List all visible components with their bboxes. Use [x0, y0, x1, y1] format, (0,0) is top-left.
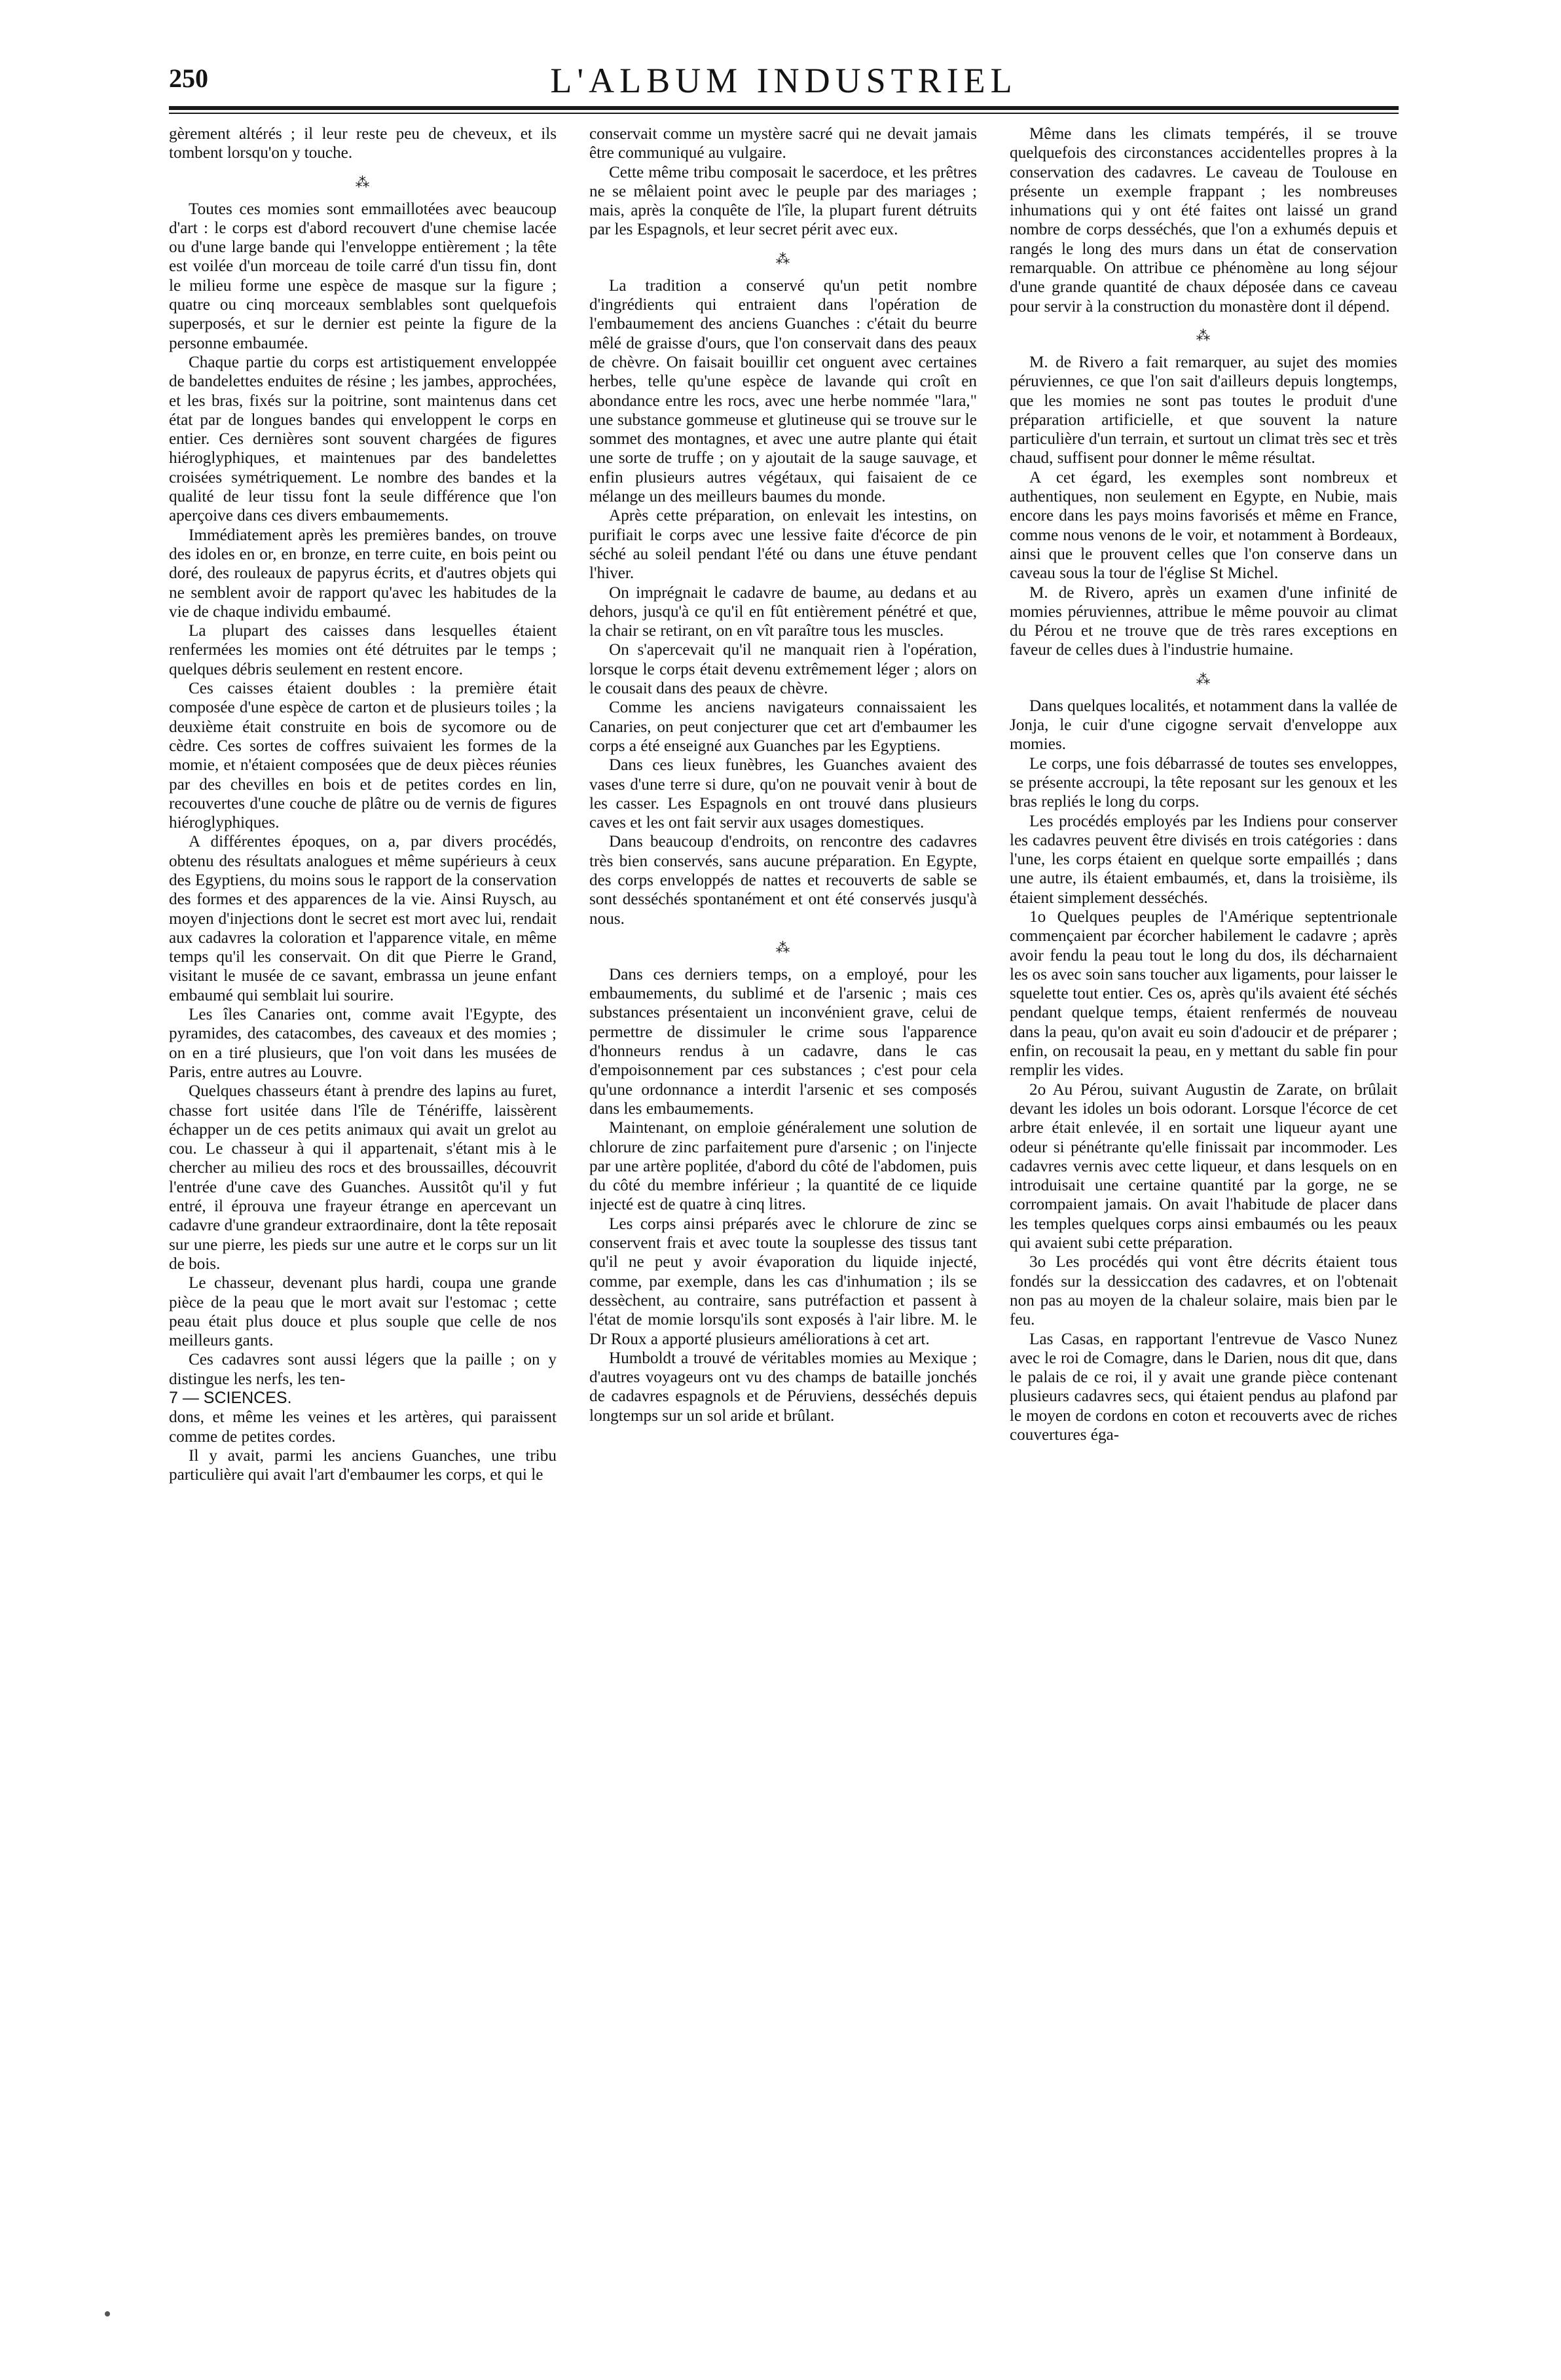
article-paragraph: dons, et même les veines et les artères, qui paraissent comme de petites cordes. [169, 1408, 557, 1446]
article-paragraph: Toutes ces momies sont emmaillotées avec beaucoup d'art : le corps est d'abord recouvert d'une chemise lacée ou d'une large bande qui l'enveloppe entièrement ; la tête est voilée d'un morceau de toile carré d'un tissu fin, dont le milieu forme une espèce de masque sur la figure ; quatre ou cinq morceaux semblables sont quelquefois superposés, et sur le dernier est peinte la figure de la personne embaumée. [169, 200, 557, 352]
article-paragraph: Les corps ainsi préparés avec le chlorure de zinc se conservent frais et avec toute la souplesse des tissus tant qu'il ne peut y avoir évaporation du liquide injecté, comme, par exemple, dans les cas d'inhumation ; ils se dessèchent, au contraire, sans putréfaction et passent à l'état de momie lorsqu'ils sont exposés à l'air libre. M. le Dr Roux a apporté plusieurs améliorations à cet art. [589, 1215, 977, 1348]
article-paragraph: Dans ces derniers temps, on a employé, pour les embaumements, du sublimé et de l'arsenic ; mais ces substances présentaient un inconvénient grave, celui de permettre de dissimuler le crime sous l'apparence d'honneurs rendus à un cadavre, dans le cas d'empoisonnement par ces substances ; c'est pour cela qu'une ordonnance a interdit l'arsenic et ses composés dans les embaumements. [589, 965, 977, 1118]
article-paragraph: Il y avait, parmi les anciens Guanches, une tribu particulière qui avait l'art d'embaumer les corps, et qui le [169, 1446, 557, 1484]
article-paragraph: La tradition a conservé qu'un petit nombre d'ingrédients qui entraient dans l'opération de l'embaumement des anciens Guanches : c'était du beurre mêlé de graisse d'ours, que l'on conservait dans des peaux de chèvre. On faisait bouillir cet onguent avec certaines herbes, telle qu'une espèce de lavande qui croît en abondance entre les rocs, avec une herbe nommée "lara," une substance gommeuse et glutineuse qui se trouve sur le sommet des montagnes, et avec une autre plante qui était une sorte de truffe ; on y ajoutait de la sauge sauvage, et enfin plusieurs autres végétaux, qui faisaient de ce mélange un des meilleurs baumes du monde. [589, 276, 977, 506]
article-paragraph: 1o Quelques peuples de l'Amérique septentrionale commençaient par écorcher habilement le cadavre ; après avoir fendu la peau tout le long du dos, ils décharnaient les os avec soin sans toucher aux ligaments, pour laisser le squelette tout entier. Ces os, après qu'ils avaient été séchés pendant quelque temps, étaient renfermés de nouveau dans la peau, qu'on avait eu soin d'adoucir et de préparer ; enfin, on recousait la peau, en y mettant du sable fin pour remplir les vides. [1010, 907, 1397, 1080]
section-separator: ⁂ [1196, 327, 1211, 344]
article-paragraph: Dans beaucoup d'endroits, on rencontre des cadavres très bien conservés, sans aucune préparation. En Egypte, des corps enveloppés de nattes et recouverts de sable se sont desséchés spontanément et ont été conservés jusqu'à nous. [589, 833, 977, 928]
article-paragraph: Les procédés employés par les Indiens pour conserver les cadavres peuvent être divisés en trois catégories : dans l'une, les corps étaient en quelque sorte empaillés ; dans une autre, ils étaient embaumés, et, dans la troisième, ils étaient simplement desséchés. [1010, 812, 1397, 907]
article-paragraph: Le chasseur, devenant plus hardi, coupa une grande pièce de la peau que le mort avait sur l'estomac ; cette peau était plus douce et plus souple que celle de nos meilleurs gants. [169, 1274, 557, 1350]
section-marker: 7 — SCIENCES. [169, 1389, 292, 1407]
article-paragraph: conservait comme un mystère sacré qui ne devait jamais être communiqué au vulgaire. [589, 125, 977, 162]
article-paragraph: Quelques chasseurs étant à prendre des lapins au furet, chasse fort usitée dans l'île de Ténériffe, laissèrent échapper un de ces petits animaux qui avait un grelot au cou. Le chasseur à qui il appartenait, s'étant mis à le chercher au milieu des rocs et des broussailles, découvrit l'entrée d'une cave des Guanches. Aussitôt qu'il y fut entré, il éprouva une frayeur étrange en apercevant un cadavre d'une grandeur extraordinaire, dont la tête reposait sur une pierre, les pieds sur une autre et le corps sur un lit de bois. [169, 1082, 557, 1273]
column-3 [1010, 124, 1397, 2279]
article-paragraph: Maintenant, on emploie généralement une solution de chlorure de zinc parfaitement pure d'arsenic ; on l'injecte par une artère poplitée, d'abord du côté de l'abdomen, puis du côté du membre inférieur ; la quantité de ce liquide injecté est de quatre à cinq litres. [589, 1119, 977, 1214]
page-header [169, 60, 1399, 106]
section-separator: ⁂ [1196, 670, 1211, 687]
column-1 [169, 124, 557, 2279]
article-paragraph: Ces caisses étaient doubles : la première était composée d'une espèce de carton et de plusieurs toiles ; la deuxième était construite en bois de sycomore ou de cèdre. Ces sortes de coffres suivaient les formes de la momie, et n'étaient composées que de deux pièces réunies par des chevilles en bois et de petites cordes en lin, recouvertes d'une couche de plâtre ou de vernis de figures hiéroglyphiques. [169, 680, 557, 832]
header-rule-thick [169, 106, 1399, 110]
article-paragraph: On s'apercevait qu'il ne manquait rien à l'opération, lorsque le corps était devenu extrêmement léger ; alors on le cousait dans des peaux de chèvre. [589, 641, 977, 698]
article-paragraph: 3o Les procédés qui vont être décrits étaient tous fondés sur la dessiccation des cadavres, et on l'obtenait non pas au moyen de la chaleur solaire, mais bien par le feu. [1010, 1253, 1397, 1329]
article-paragraph: Ces cadavres sont aussi légers que la paille ; on y distingue les nerfs, les ten- [169, 1351, 557, 1388]
article-paragraph: On imprégnait le cadavre de baume, au dedans et au dehors, jusqu'à ce qu'il en fût entièrement pénétré et que, la chair se retirant, on en vît paraître tous les muscles. [589, 583, 977, 640]
section-separator: ⁂ [775, 250, 791, 267]
article-paragraph: Comme les anciens navigateurs connaissaient les Canaries, on peut conjecturer que cet art d'embaumer les corps a été enseigné aux Guanches par les Egyptiens. [589, 699, 977, 755]
print-speck [105, 2311, 110, 2316]
article-paragraph: Même dans les climats tempérés, il se trouve quelquefois des circonstances accidentelles propres à la conservation des cadavres. Le caveau de Toulouse en présente un exemple frappant ; les nombreuses inhumations qui y ont été faites ont laissé un grand nombre de corps desséchés, que l'on a exhumés depuis et rangés le long des murs dans un état de conservation remarquable. On attribue ce phénomène au long séjour d'une grande quantité de chaux déposée dans ce caveau pour servir à la construction du monastère dont il dépend. [1010, 125, 1397, 316]
article-paragraph: Humboldt a trouvé de véritables momies au Mexique ; d'autres voyageurs ont vu des champs de bataille jonchés de cadavres espagnols et de Péruviens, desséchés depuis longtemps sur un sol aride et brûlant. [589, 1349, 977, 1425]
article-paragraph: M. de Rivero, après un examen d'une infinité de momies péruviennes, attribue le même pouvoir au climat du Pérou et ne trouve que de très rares exceptions en faveur de celles dues à l'industrie humaine. [1010, 583, 1397, 659]
section-separator: ⁂ [355, 174, 371, 191]
section-separator: ⁂ [775, 939, 791, 956]
running-title: L'ALBUM INDUSTRIEL [550, 61, 1018, 100]
article-paragraph: Chaque partie du corps est artistiquement enveloppée de bandelettes enduites de résine ; les jambes, approchées, et les bras, fixés sur la poitrine, sont maintenus dans cet état par de longues bandes qui enveloppent le corps en entier. Ces dernières sont souvent chargées de figures hiéroglyphiques, et maintenues par des bandelettes croisées symétriquement. Le nombre des bandes et la qualité de leur tissu font la seule différence que l'on aperçoive dans ces divers embaumements. [169, 353, 557, 525]
article-paragraph: Dans ces lieux funèbres, les Guanches avaient des vases d'une terre si dure, qu'on ne pouvait venir à bout de les casser. Les Espagnols en ont trouvé dans plusieurs caves et les ont fait servir aux usages domestiques. [589, 756, 977, 832]
article-paragraph: A différentes époques, on a, par divers procédés, obtenu des résultats analogues et même supérieurs à ceux des Egyptiens, du moins sous le rapport de la conservation des formes et des apparences de la vie. Ainsi Ruysch, au moyen d'injections dont le secret est mort avec lui, rendait aux cadavres la coloration et l'apparence vitale, en même temps qu'il les conservait. On dit que Pierre le Grand, visitant le musée de ce savant, embrassa un jeune enfant embaumé qui semblait lui sourire. [169, 833, 557, 1004]
article-paragraph: M. de Rivero a fait remarquer, au sujet des momies péruviennes, ce que l'on sait d'ailleurs depuis longtemps, que les momies ne sont pas toutes le produit d'une préparation artificielle, et que souvent la nature particulière d'un terrain, et surtout un climat très sec et très chaud, suffisent pour donner le même résultat. [1010, 353, 1397, 467]
article-paragraph: Las Casas, en rapportant l'entrevue de Vasco Nunez avec le roi de Comagre, dans le Darien, nous dit que, dans le palais de ce roi, il y avait une grande pièce contenant plusieurs cadavres secs, qui étaient pendus au plafond par le moyen de cordons en coton et recouverts avec de riches couvertures éga- [1010, 1330, 1397, 1444]
article-paragraph: gèrement altérés ; il leur reste peu de cheveux, et ils tombent lorsqu'on y touche. [169, 125, 557, 162]
column-2 [589, 124, 977, 2279]
header-rule-thin [169, 113, 1399, 114]
article-paragraph: Les îles Canaries ont, comme avait l'Egypte, des pyramides, des catacombes, des caveaux et des momies ; on en a tiré plusieurs, que l'on voit dans les musées de Paris, entre autres au Louvre. [169, 1006, 557, 1081]
article-paragraph: Immédiatement après les premières bandes, on trouve des idoles en or, en bronze, en terre cuite, en bois peint ou doré, des rouleaux de papyrus écrits, et d'autres objets qui ne semblent avoir de rapport qu'avec les habitudes de la vie de chaque individu embaumé. [169, 526, 557, 621]
article-paragraph: Le corps, une fois débarrassé de toutes ses enveloppes, se présente accroupi, la tête reposant sur les genoux et les bras repliés le long du corps. [1010, 754, 1397, 811]
article-paragraph: A cet égard, les exemples sont nombreux et authentiques, non seulement en Egypte, en Nubie, mais encore dans les pays moins favorisés et même en France, comme nous venons de le voir, et notamment à Bordeaux, ainsi que le prouvent celles que l'on conserve dans un caveau sous la tour de l'église St Michel. [1010, 468, 1397, 583]
article-paragraph: La plupart des caisses dans lesquelles étaient renfermées les momies ont été détruites par le temps ; quelques débris seulement en restent encore. [169, 622, 557, 678]
article-paragraph: Dans quelques localités, et notamment dans la vallée de Jonja, le cuir d'une cigogne servait d'enveloppe aux momies. [1010, 697, 1397, 754]
page-number: 250 [169, 64, 208, 93]
article-paragraph: 2o Au Pérou, suivant Augustin de Zarate, on brûlait devant les idoles un bois odorant. Lorsque l'écorce de cet arbre était enlevée, il en sortait une liqueur ayant une odeur si pénétrante qu'elle finissait par incommoder. Les cadavres vernis avec cette liqueur, et dans lesquels on en introduisait une certaine quantité par la gorge, ne se corrompaient jamais. On avait l'habitude de placer dans les temples quelques corps ainsi embaumés ou les peaux qui avaient subi cette préparation. [1010, 1080, 1397, 1253]
article-paragraph: Cette même tribu composait le sacerdoce, et les prêtres ne se mêlaient point avec le peuple par des mariages ; mais, après la conquête de l'île, la plupart furent détruits par les Espagnols, et leur secret périt avec eux. [589, 163, 977, 239]
article-paragraph: Après cette préparation, on enlevait les intestins, on purifiait le corps avec une lessive faite d'écorce de pin séché au soleil pendant l'été ou dans une étuve pendant l'hiver. [589, 507, 977, 583]
